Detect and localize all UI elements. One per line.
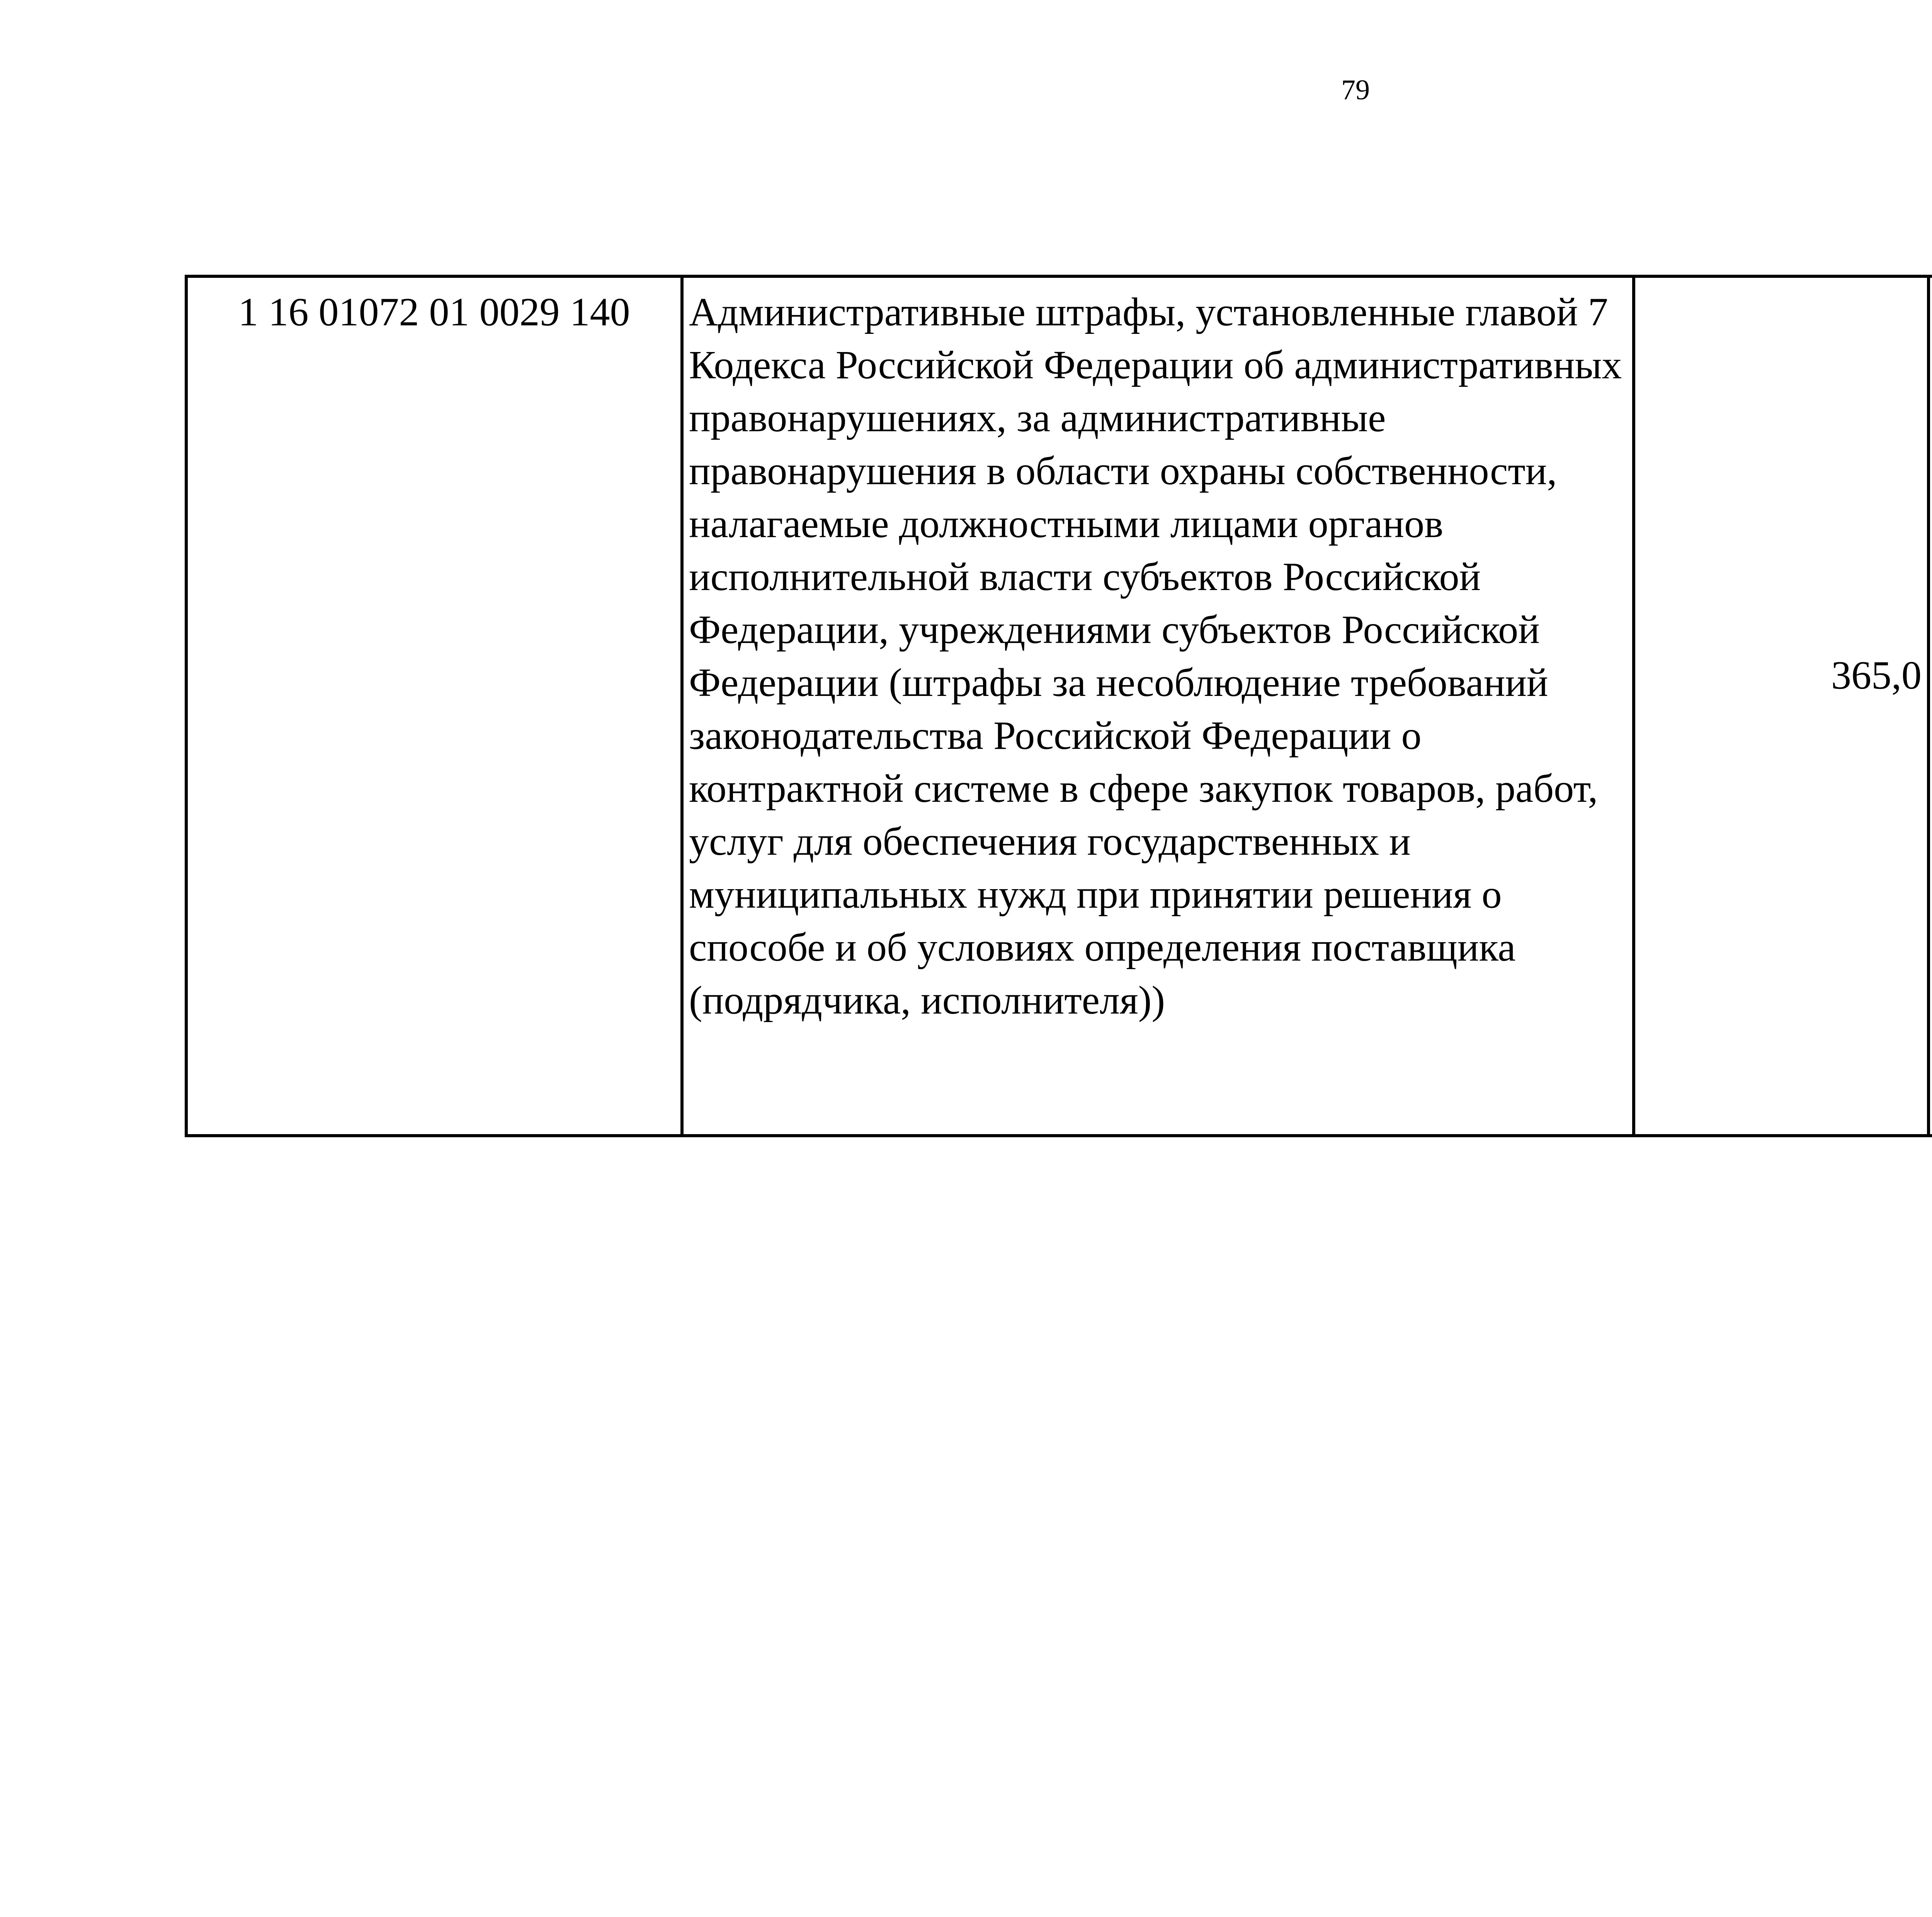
table-row	[186, 276, 1932, 1136]
revenue-table	[185, 275, 1932, 1137]
amount-year-2	[1929, 276, 1932, 1136]
budget-classification-code: 1 16 01072 01 0029 140	[186, 276, 682, 1136]
amount-year-1: 365,0	[1634, 276, 1929, 1136]
revenue-description: Административные штрафы, установленные главой 7 Кодекса Российской Федерации об административных правонарушениях, за административные правонарушения в области охраны собственности, налагаемые должностными лицами органов исполнительной власти субъектов Российской Федерации, учреждениями субъектов Российской Федерации (штрафы за несоблюдение требований законодательства Российской Федерации о контрактной системе в сфере закупок товаров, работ, услуг для обеспечения государственных и муниципальных нужд при принятии решения о способе и об условиях определения поставщика (подрядчика, исполнителя))	[682, 276, 1634, 1136]
page-number: 79	[1341, 74, 1370, 106]
